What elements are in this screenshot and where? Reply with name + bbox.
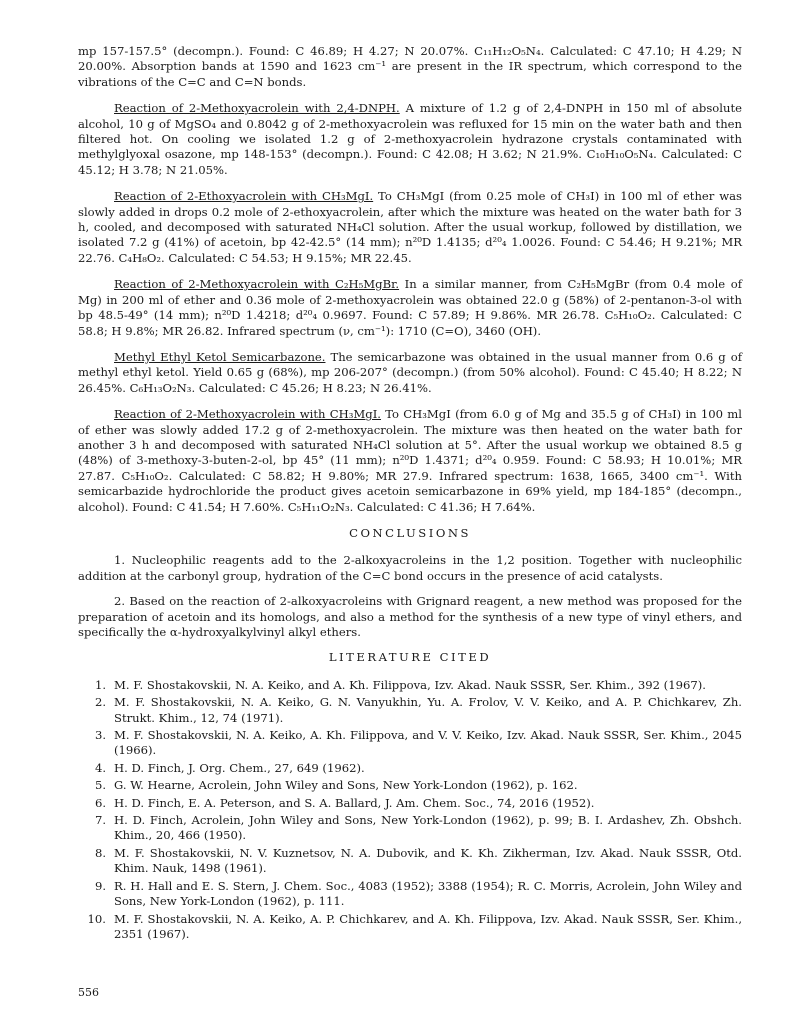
reference-item	[78, 912, 742, 943]
reference-text: M. F. Shostakovskii, N. A. Keiko, A. P. Chichkarev, and A. Kh. Filippova, Izv. Akad. Nauk SSSR, Ser. Khim., 2351 (1967).	[114, 911, 742, 941]
reference-item	[78, 813, 742, 844]
reference-text: M. F. Shostakovskii, N. A. Keiko, and A. Kh. Filippova, Izv. Akad. Nauk SSSR, Ser. Khim., 392 (1967).	[114, 677, 706, 692]
conclusions-heading: CONCLUSIONS	[349, 525, 471, 540]
reference-text: H. D. Finch, Acrolein, John Wiley and Sons, New York-London (1962), p. 99; B. I. Ardashev, Zh. Obshch. Khim., 20, 466 (1950).	[114, 813, 742, 843]
section-title: Reaction of 2-Methoxyacrolein with CH₃MgI.	[114, 407, 381, 422]
reference-item	[78, 846, 742, 877]
reference-text: R. H. Hall and E. S. Stern, J. Chem. Soc., 4083 (1952); 3388 (1954); R. C. Morris, Acrolein, John Wiley and Sons, New York-London (1962), p. 111.	[114, 878, 742, 909]
section-body: In a similar manner, from C₂H₅MgBr (from 0.4 mole of Mg) in 200 ml of ether and 0.36 mole of 2-methoxyacrolein was obtained 22.0 g (58%) of 2-pentanon-3-ol with bp 48.5-49° (14 mm); n²⁰D 1.4218; d²⁰₄ 0.9697. Found: C 57.89; H 9.86%. MR 26.78. C₅H₁₀O₂. Calculated: C 58.8; H 9.8%; MR 26.82. Infrared spectrum (ν, cm⁻¹): 1710 (C=O), 3460 (OH).	[78, 277, 742, 338]
reference-text: H. D. Finch, J. Org. Chem., 27, 649 (1962).	[114, 760, 365, 775]
reference-number: 7.	[94, 813, 106, 828]
reference-number: 5.	[94, 778, 106, 793]
reference-number: 9.	[94, 878, 106, 893]
page-number: 556	[78, 986, 99, 999]
page-content	[78, 44, 742, 944]
reference-text: M. F. Shostakovskii, N. V. Kuznetsov, N. A. Dubovik, and K. Kh. Zikherman, Izv. Akad. Nauk SSSR, Otd. Khim. Nauk, 1498 (1961).	[114, 845, 742, 876]
reference-item	[78, 761, 742, 776]
reference-number: 4.	[94, 760, 106, 775]
reference-number: 2.	[94, 695, 106, 710]
reference-list	[78, 678, 742, 943]
reference-item	[78, 778, 742, 793]
section-paragraph	[78, 189, 742, 266]
reference-item	[78, 728, 742, 759]
section-body: To CH₃MgI (from 0.25 mole of CH₃I) in 100 ml of ether was slowly added in drops 0.2 mole of 2-ethoxyacrolein, after which the mixture was heated on the water bath for 3 h, cooled, and decomposed with saturated NH₄Cl solution. After the usual workup, followed by distillation, we isolated 7.2 g (41%) of acetoin, bp 42-42.5° (14 mm); n²⁰D 1.4135; d²⁰₄ 1.0026. Found: C 54.46; H 9.21%; MR 22.76. C₄H₈O₂. Calculated: C 54.53; H 9.15%; MR 22.45.	[78, 189, 742, 265]
reference-number: 8.	[94, 845, 106, 860]
section-paragraph	[78, 101, 742, 178]
reference-text: M. F. Shostakovskii, N. A. Keiko, G. N. Vanyukhin, Yu. A. Frolov, V. V. Keiko, and A. P. Chichkarev, Zh. Strukt. Khim., 12, 74 (1971).	[114, 695, 742, 725]
section-paragraph	[78, 407, 742, 515]
section-title: Reaction of 2-Ethoxyacrolein with CH₃MgI.	[114, 189, 374, 204]
section-body: To CH₃MgI (from 6.0 g of Mg and 35.5 g of CH₃I) in 100 ml of ether was slowly added 17.2 g of 2-methoxyacrolein. The mixture was then heated on the water bath for another 3 h and decomposed with saturated NH₄Cl solution at 5°. After the usual workup we obtained 8.5 g (48%) of 3-methoxy-3-buten-2-ol, bp 45° (11 mm); n²⁰D 1.4371; d²⁰₄ 0.959. Found: C 58.93; H 10.01%; MR 27.87. C₅H₁₀O₂. Calculated: C 58.82; H 9.80%; MR 27.9. Infrared spectrum: 1638, 1665, 3400 cm⁻¹. With semicarbazide hydrochloride the product gives acetoin semicarbazone in 69% yield, mp 184-185° (decompn., alcohol). Found: C 41.54; H 7.60%. C₅H₁₁O₂N₃. Calculated: C 41.36; H 7.64%.	[78, 407, 742, 514]
conclusion-item: 2. Based on the reaction of 2-alkoxyacroleins with Grignard reagent, a new method was proposed for the preparation of acetoin and its homologs, and also a method for the synthesis of a new type of vinyl ethers, and specifically the α-hydroxyalkylvinyl alkyl ethers.	[78, 594, 742, 639]
reference-number: 1.	[94, 677, 106, 692]
reference-text: M. F. Shostakovskii, N. A. Keiko, A. Kh. Filippova, and V. V. Keiko, Izv. Akad. Nauk SSSR, Ser. Khim., 2045 (1966).	[114, 728, 742, 758]
reference-item	[78, 796, 742, 811]
section-title: Methyl Ethyl Ketol Semicarbazone.	[114, 349, 326, 364]
reference-item	[78, 879, 742, 910]
section-body: The semicarbazone was obtained in the usual manner from 0.6 g of methyl ethyl ketol. Yield 0.65 g (68%), mp 206-207° (decompn.) (from 50% alcohol). Found: C 45.40; H 8.22; N 26.45%. C₆H₁₃O₂N₃. Calculated: C 45.26; H 8.23; N 26.41%.	[78, 349, 742, 395]
section-paragraph	[78, 277, 742, 339]
intro-paragraph: mp 157-157.5° (decompn.). Found: C 46.89; H 4.27; N 20.07%. C₁₁H₁₂O₅N₄. Calculated: C 47.10; H 4.29; N 20.00%. Absorption bands at 1590 and 1623 cm⁻¹ are present in the IR spectrum, which correspond to the vibrations of the C=C and C=N bonds.	[78, 44, 742, 89]
section-title: Reaction of 2-Methoxyacrolein with 2,4-DNPH.	[114, 101, 400, 116]
reference-text: G. W. Hearne, Acrolein, John Wiley and Sons, New York-London (1962), p. 162.	[114, 778, 578, 793]
reference-number: 3.	[94, 728, 106, 743]
section-title: Reaction of 2-Methoxyacrolein with C₂H₅MgBr.	[114, 277, 400, 292]
experimental-sections	[78, 101, 742, 515]
section-paragraph	[78, 350, 742, 396]
literature-heading: LITERATURE CITED	[328, 650, 492, 665]
reference-item	[78, 678, 742, 693]
conclusion-item: 1. Nucleophilic reagents add to the 2-alkoxyacroleins in the 1,2 position. Together with nucleophilic addition at the carbonyl group, hydration of the C=C bond occurs in the presence of acid catalysts.	[78, 553, 742, 583]
reference-number: 10.	[87, 911, 106, 926]
reference-item	[78, 695, 742, 726]
reference-number: 6.	[94, 795, 106, 810]
section-body: A mixture of 1.2 g of 2,4-DNPH in 150 ml of absolute alcohol, 10 g of MgSO₄ and 0.8042 g of 2-methoxyacrolein was refluxed for 15 min on the water bath and then filtered hot. On cooling we isolated 1.2 g of 2-methoxyacrolein hydrazone crystals contaminated with methylglyoxal osazone, mp 148-153° (decompn.). Found: C 42.08; H 3.62; N 21.9%. C₁₀H₁₀O₅N₄. Calculated: C 45.12; H 3.78; N 21.05%.	[78, 101, 742, 177]
reference-text: H. D. Finch, E. A. Peterson, and S. A. Ballard, J. Am. Chem. Soc., 74, 2016 (1952).	[114, 795, 595, 810]
